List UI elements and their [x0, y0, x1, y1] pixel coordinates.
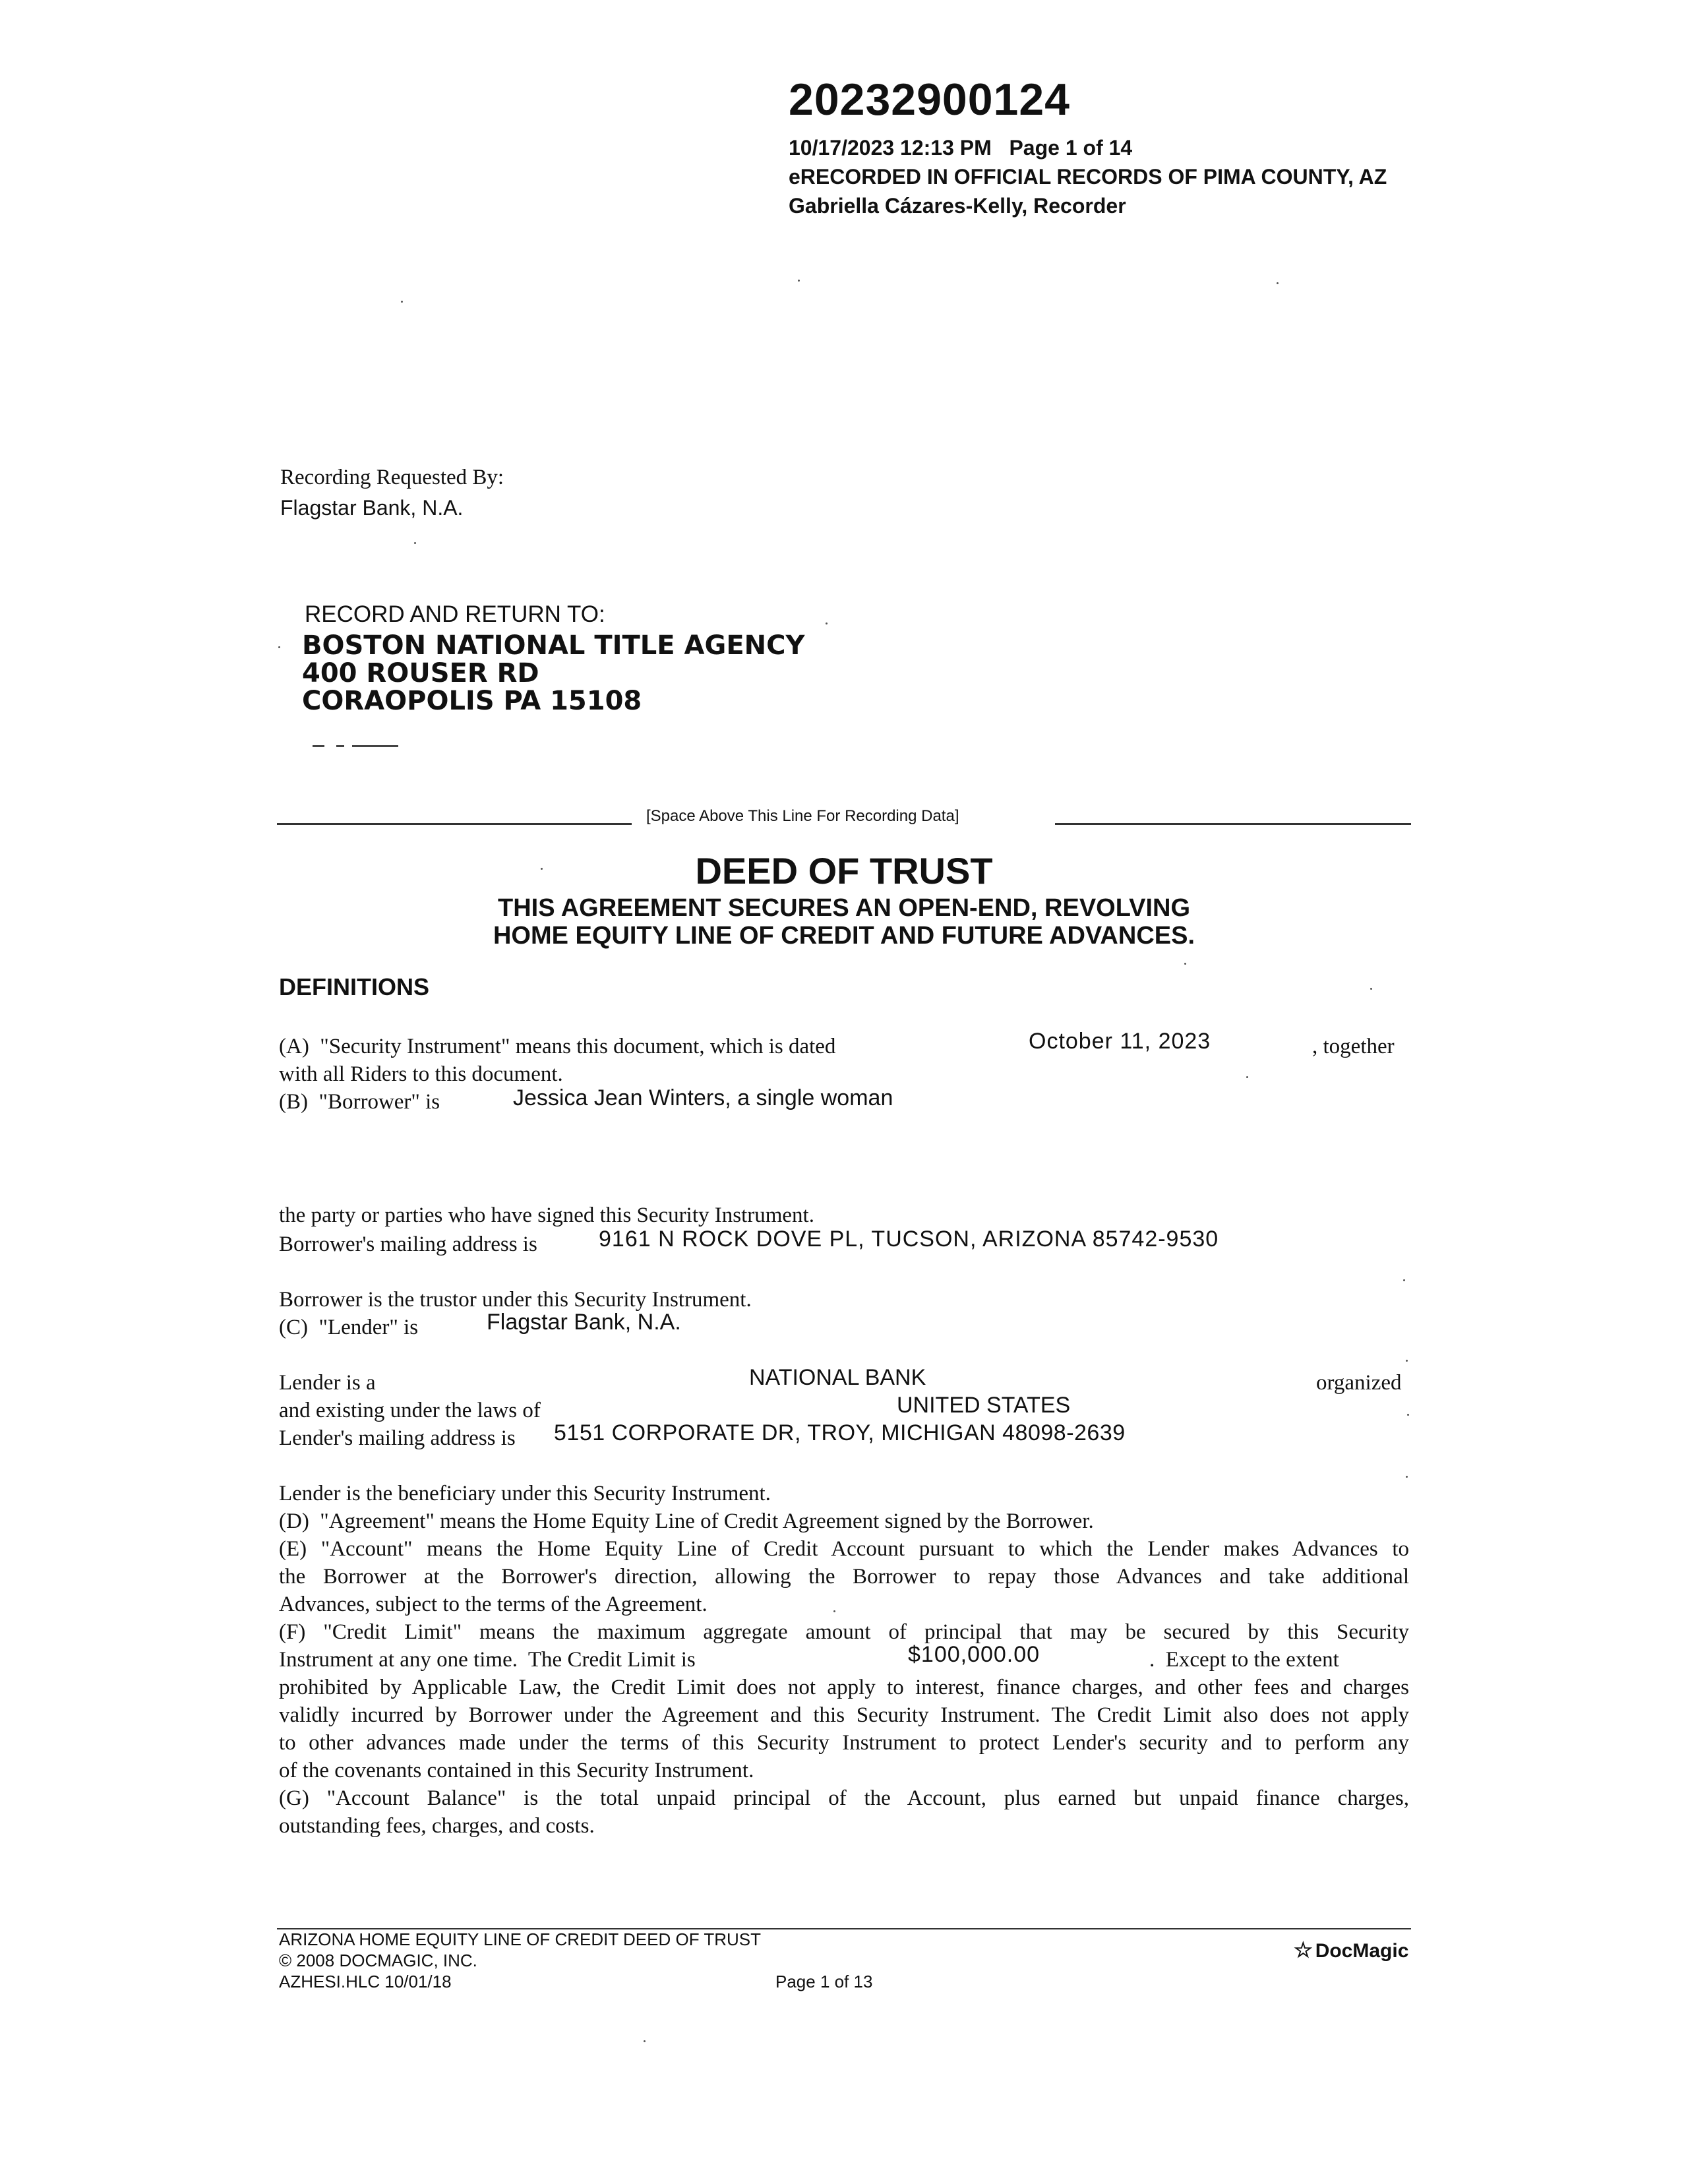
- lender-jurisdiction: UNITED STATES: [897, 1393, 1071, 1418]
- beneficiary-statement: Lender is the beneficiary under this Security Instrument.: [279, 1482, 771, 1505]
- scan-speck: [644, 2040, 646, 2042]
- return-address-line: 400 ROUSER RD: [302, 658, 539, 688]
- scan-speck: [1403, 1279, 1405, 1281]
- scan-speck: [1277, 282, 1279, 284]
- scan-speck: [1407, 1414, 1409, 1416]
- definition-f-line: prohibited by Applicable Law, the Credit Limit does not apply to interest, finance charges, and other fees and charges: [279, 1676, 1409, 1699]
- borrower-mailing-label: Borrower's mailing address is: [279, 1232, 537, 1256]
- scan-speck: [826, 622, 828, 624]
- document-title: DEED OF TRUST: [695, 850, 993, 892]
- definition-a-continued: with all Riders to this document.: [279, 1062, 563, 1086]
- recording-office: eRECORDED IN OFFICIAL RECORDS OF PIMA COUNTY, AZ: [789, 165, 1387, 189]
- credit-limit-amount: $100,000.00: [908, 1642, 1040, 1667]
- lender-entity-type: NATIONAL BANK: [749, 1365, 926, 1390]
- definition-g-line: outstanding fees, charges, and costs.: [279, 1814, 595, 1838]
- scan-speck: [414, 542, 416, 544]
- recorder-name: Gabriella Cázares-Kelly, Recorder: [789, 194, 1126, 218]
- scan-speck: [833, 1610, 835, 1612]
- scan-speck: [1246, 1076, 1248, 1078]
- document-subtitle: HOME EQUITY LINE OF CREDIT AND FUTURE ADVANCES.: [493, 922, 1195, 950]
- separator-rule-right: [1055, 823, 1411, 825]
- security-instrument-date: October 11, 2023: [1029, 1029, 1211, 1054]
- recording-requested-value: Flagstar Bank, N.A.: [280, 496, 464, 520]
- footer-form-code: AZHESI.HLC 10/01/18: [279, 1972, 452, 1991]
- return-address-line: BOSTON NATIONAL TITLE AGENCY: [302, 630, 805, 661]
- scan-speck: [798, 280, 800, 282]
- scan-speck: [541, 868, 543, 870]
- definitions-heading: DEFINITIONS: [279, 973, 430, 1000]
- definition-a-text: (A) "Security Instrument" means this document, which is dated: [279, 1035, 836, 1058]
- definition-b-text: (B) "Borrower" is: [279, 1090, 440, 1114]
- docmagic-logo: [1294, 1937, 1408, 1962]
- definition-f-line: of the covenants contained in this Security Instrument.: [279, 1759, 754, 1782]
- recording-requested-label: Recording Requested By:: [280, 466, 504, 489]
- definition-a-together: , together: [1312, 1035, 1395, 1058]
- lender-mailing-address: 5151 CORPORATE DR, TROY, MICHIGAN 48098-2639: [554, 1420, 1126, 1445]
- definition-f-line: validly incurred by Borrower under the Agreement and this Security Instrument. The Credit Limit also does not apply: [279, 1703, 1409, 1727]
- lender-mailing-label: Lender's mailing address is: [279, 1426, 516, 1450]
- recording-number: 20232900124: [789, 75, 1071, 125]
- definition-f-line: Instrument at any one time. The Credit Limit is: [279, 1648, 696, 1672]
- recording-date-page: 10/17/2023 12:13 PM Page 1 of 14: [789, 136, 1133, 160]
- definition-f-line-end: . Except to the extent: [1149, 1648, 1339, 1672]
- definition-f-line: to other advances made under the terms of this Security Instrument to protect Lender's security and to perform any: [279, 1731, 1409, 1755]
- lender-name: Flagstar Bank, N.A.: [487, 1310, 681, 1335]
- definition-e-line: Advances, subject to the terms of the Agreement.: [279, 1592, 708, 1616]
- borrower-name: Jessica Jean Winters, a single woman: [513, 1085, 893, 1110]
- existing-under-laws-label: and existing under the laws of: [279, 1399, 541, 1422]
- definition-g-line: (G) "Account Balance" is the total unpaid principal of the Account, plus earned but unpaid finance charges,: [279, 1786, 1409, 1810]
- definition-e-line: (E) "Account" means the Home Equity Line of Credit Account pursuant to which the Lender makes Advances to: [279, 1537, 1409, 1561]
- definition-d-text: (D) "Agreement" means the Home Equity Line of Credit Agreement signed by the Borrower.: [279, 1509, 1094, 1533]
- footer-form-title: ARIZONA HOME EQUITY LINE OF CREDIT DEED OF TRUST: [279, 1929, 761, 1949]
- definition-f-line: (F) "Credit Limit" means the maximum aggregate amount of principal that may be secured by this Security: [279, 1620, 1409, 1644]
- recording-space-note: [Space Above This Line For Recording Data]: [646, 807, 959, 825]
- scan-speck: [1370, 988, 1372, 990]
- footer-page-number: Page 1 of 13: [775, 1972, 873, 1991]
- separator-rule-left: [277, 823, 632, 825]
- trustor-statement: Borrower is the trustor under this Security Instrument.: [279, 1288, 752, 1312]
- definition-e-line: the Borrower at the Borrower's direction, allowing the Borrower to repay those Advances and take additional: [279, 1565, 1409, 1589]
- handwritten-dash-mark: [313, 745, 398, 747]
- borrower-party-line: the party or parties who have signed this Security Instrument.: [279, 1203, 814, 1227]
- lender-is-label: Lender is a: [279, 1371, 376, 1395]
- definition-c-text: (C) "Lender" is: [279, 1316, 419, 1339]
- scan-speck: [1406, 1476, 1408, 1478]
- scan-speck: [1406, 1360, 1408, 1362]
- organized-label: organized: [1316, 1371, 1402, 1395]
- footer-copyright: © 2008 DOCMAGIC, INC.: [279, 1951, 477, 1970]
- borrower-mailing-address: 9161 N ROCK DOVE PL, TUCSON, ARIZONA 85742-9530: [599, 1227, 1219, 1252]
- record-return-label: RECORD AND RETURN TO:: [305, 601, 605, 627]
- document-subtitle: THIS AGREEMENT SECURES AN OPEN-END, REVOLVING: [497, 894, 1191, 922]
- scan-speck: [1184, 963, 1186, 965]
- docmagic-brand: DocMagic: [1315, 1940, 1409, 1962]
- star-outline-icon: ☆: [1294, 1938, 1313, 1962]
- return-address-line: CORAOPOLIS PA 15108: [302, 686, 642, 716]
- scan-speck: [278, 646, 280, 648]
- scan-speck: [401, 301, 403, 303]
